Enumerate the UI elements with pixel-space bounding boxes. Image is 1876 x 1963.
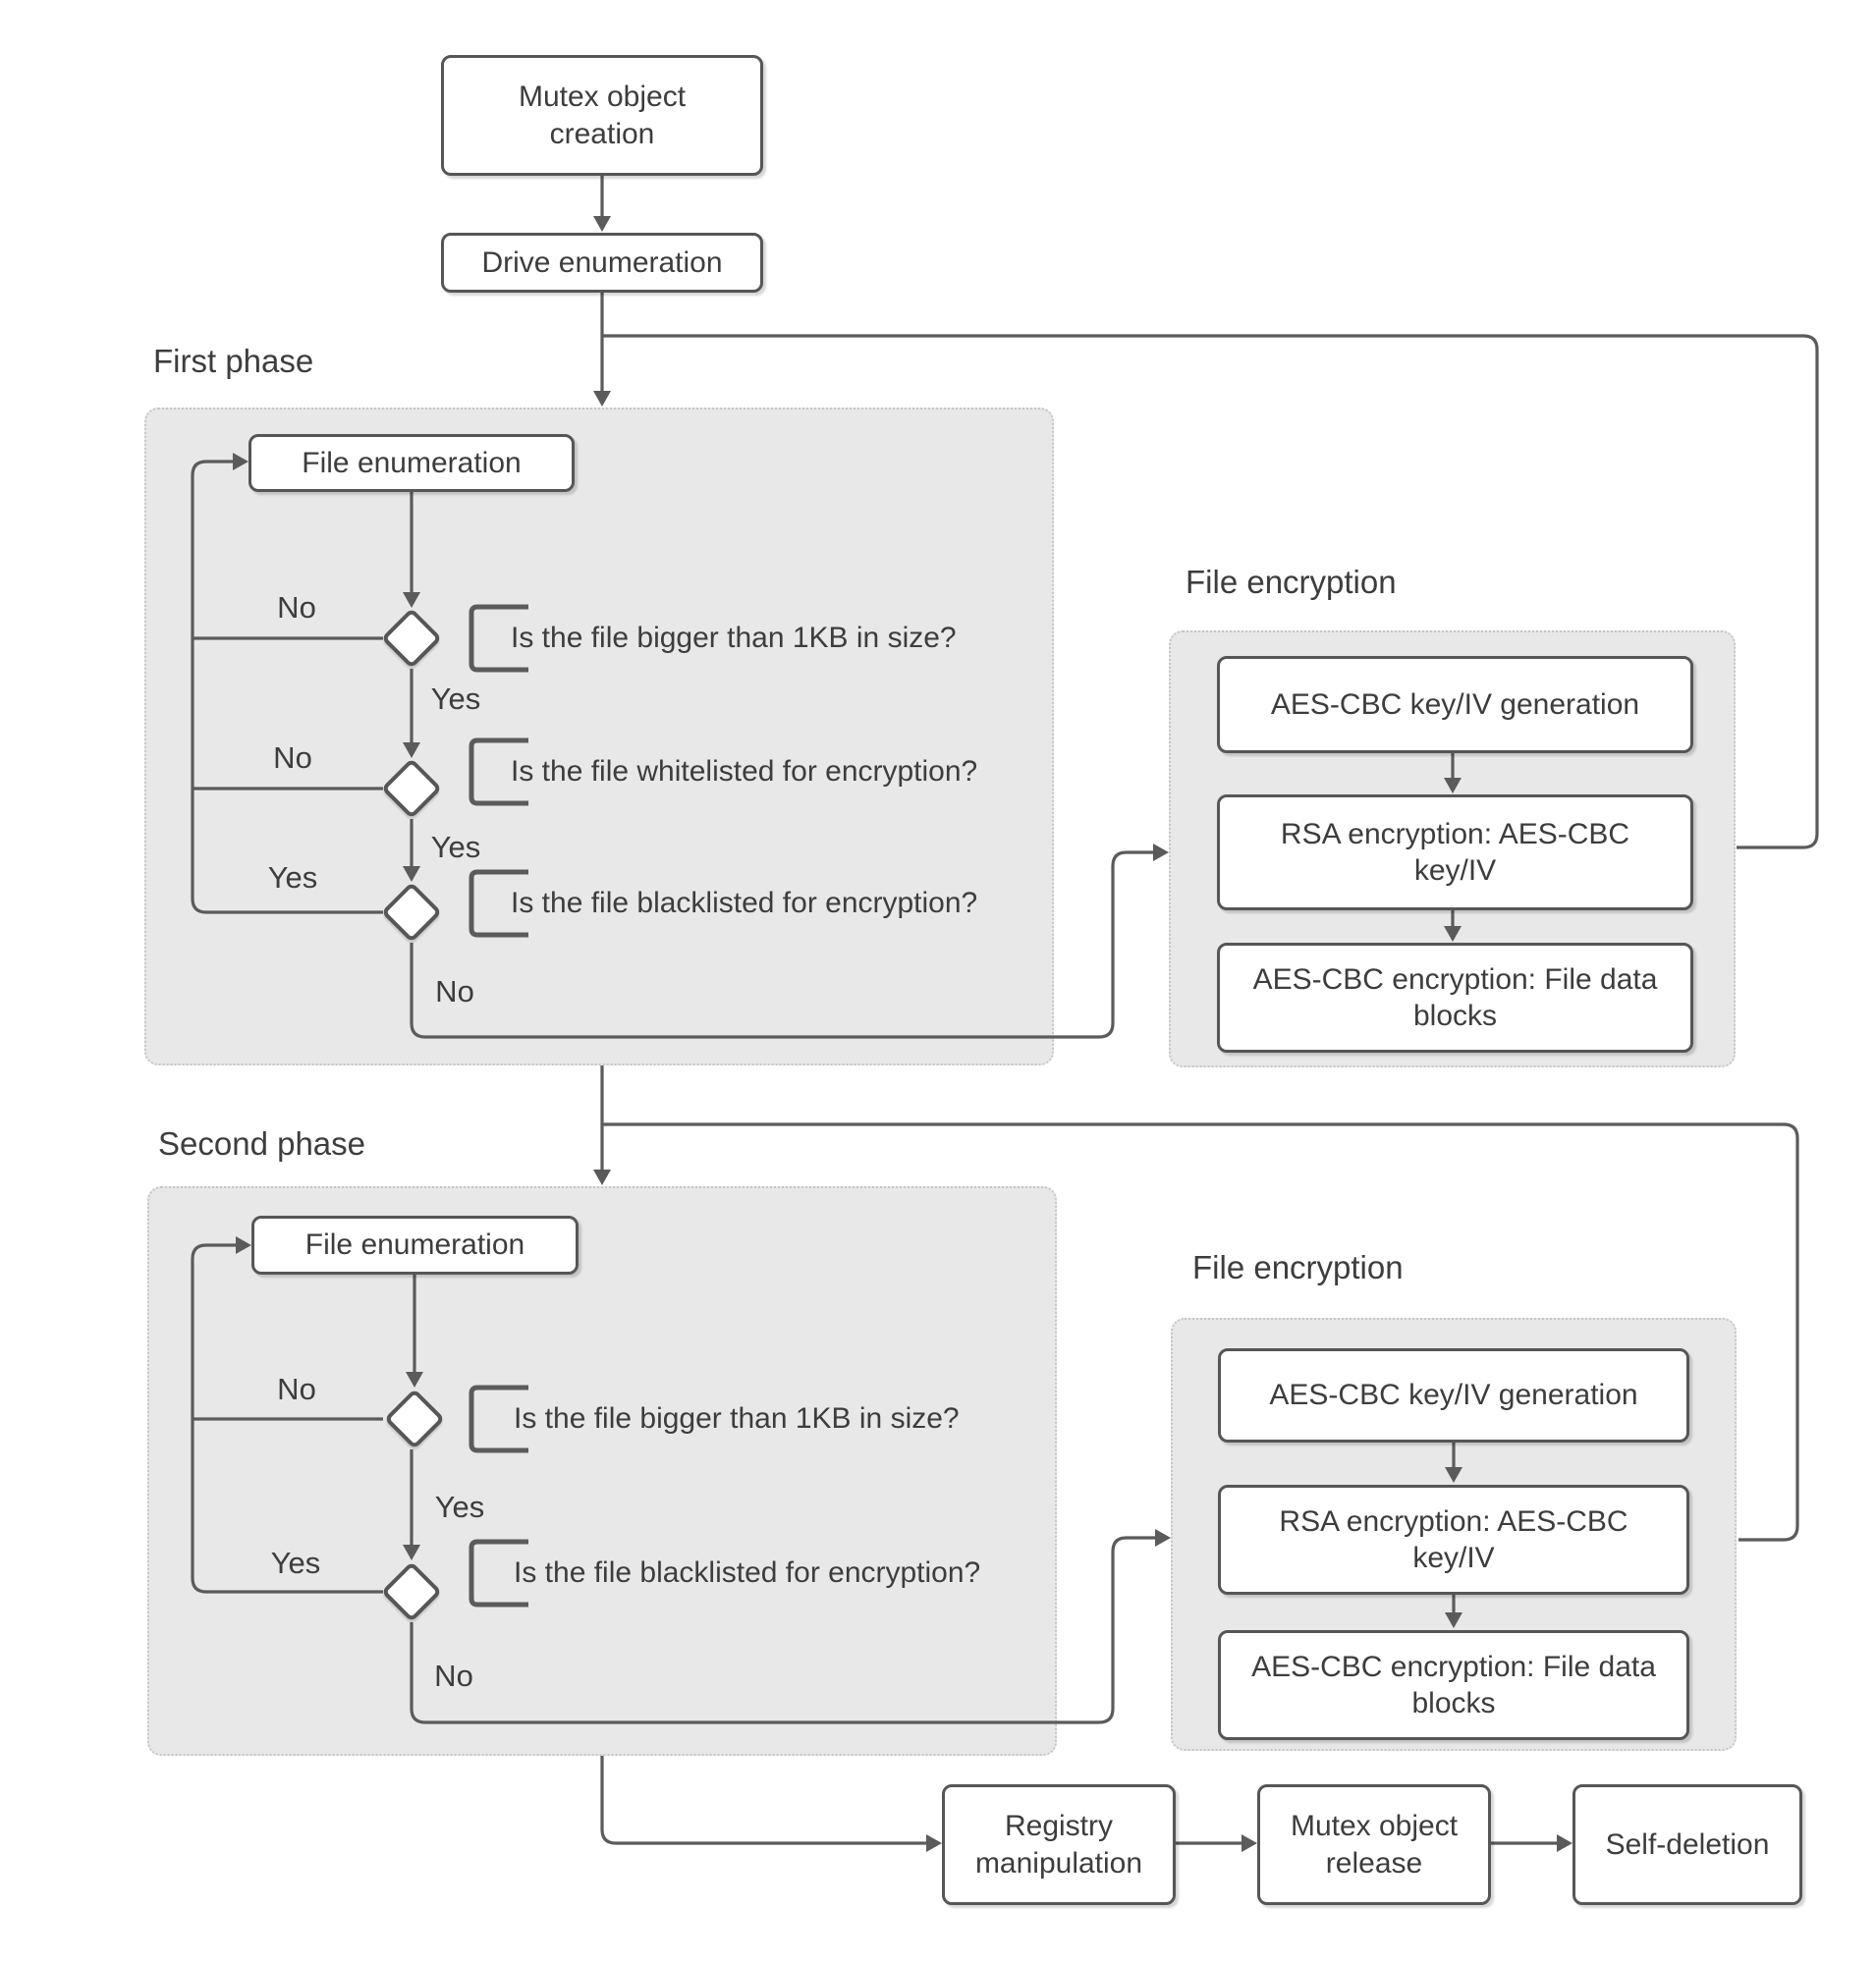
- edge-label-p2-blacklist-yes: Yes: [270, 1546, 321, 1580]
- arrowhead: [593, 391, 611, 407]
- edge-label-p1-whitelist-yes: Yes: [430, 830, 481, 864]
- node-label: Drive enumeration: [481, 245, 723, 279]
- node-self-deletion: [1573, 1784, 1802, 1905]
- arrowhead: [1155, 1529, 1171, 1547]
- section-label-second-phase: Second phase: [158, 1125, 366, 1162]
- node-label: RSA encryption: AES-CBC key/IV: [1279, 1504, 1628, 1574]
- section-label-file-encryption-1: File encryption: [1186, 564, 1397, 600]
- node-mutex-creation: [441, 55, 763, 176]
- node-file-enumeration-1: [248, 434, 575, 492]
- node-rsa-encryption-2: [1218, 1485, 1689, 1595]
- node-label: AES-CBC key/IV generation: [1269, 1379, 1638, 1412]
- node-label: AES-CBC encryption: File data blocks: [1251, 1650, 1656, 1719]
- decision-text-p1-size: Is the file bigger than 1KB in size?: [511, 622, 957, 654]
- arrowhead: [1557, 1834, 1573, 1852]
- decision-text-p1-blacklist: Is the file blacklisted for encryption?: [511, 887, 978, 919]
- arrowhead: [1241, 1834, 1257, 1852]
- first-phase-panel: [144, 408, 1054, 1065]
- edge-phase2-to-registry: [602, 1756, 927, 1843]
- node-label: RSA encryption: AES-CBC key/IV: [1280, 817, 1630, 887]
- decision-text-p1-whitelist: Is the file whitelisted for encryption?: [511, 755, 978, 788]
- edge-label-p2-size-no: No: [277, 1372, 316, 1406]
- edge-label-p1-blacklist-no: No: [435, 974, 474, 1009]
- node-aes-encryption-1: [1217, 943, 1693, 1053]
- edge-label-p1-size-no: No: [277, 590, 316, 625]
- arrowhead: [926, 1834, 942, 1852]
- decision-text-p2-blacklist: Is the file blacklisted for encryption?: [514, 1556, 981, 1589]
- node-label: Mutex object release: [1290, 1810, 1459, 1880]
- edge-label-p1-size-yes: Yes: [430, 682, 481, 716]
- arrowhead: [1153, 844, 1169, 861]
- section-label-file-encryption-2: File encryption: [1192, 1249, 1404, 1285]
- node-label: Registry manipulation: [974, 1810, 1143, 1880]
- node-aes-keygen-2: [1218, 1348, 1689, 1443]
- arrowhead: [593, 216, 611, 232]
- node-label: File enumeration: [304, 1228, 525, 1262]
- node-mutex-release: [1257, 1784, 1491, 1905]
- edge-label-p2-blacklist-no: No: [434, 1659, 473, 1693]
- section-label-first-phase: First phase: [153, 343, 314, 379]
- node-label: File enumeration: [302, 446, 522, 479]
- node-aes-keygen-1: [1217, 656, 1693, 753]
- node-rsa-encryption-1: [1217, 794, 1693, 910]
- node-label: Self-deletion: [1605, 1827, 1770, 1861]
- node-drive-enumeration: [441, 233, 763, 293]
- edge-label-p2-size-yes: Yes: [434, 1490, 485, 1524]
- node-file-enumeration-2: [251, 1216, 579, 1275]
- edge-label-p1-blacklist-yes: Yes: [267, 860, 318, 895]
- arrowhead: [593, 1170, 611, 1185]
- node-label: AES-CBC key/IV generation: [1270, 687, 1640, 721]
- decision-text-p2-size: Is the file bigger than 1KB in size?: [514, 1402, 960, 1435]
- node-aes-encryption-2: [1218, 1630, 1689, 1740]
- node-label: AES-CBC encryption: File data blocks: [1252, 962, 1658, 1032]
- edge-label-p1-whitelist-no: No: [273, 740, 312, 775]
- node-label: Mutex object creation: [518, 81, 687, 150]
- node-registry-manipulation: [942, 1784, 1176, 1905]
